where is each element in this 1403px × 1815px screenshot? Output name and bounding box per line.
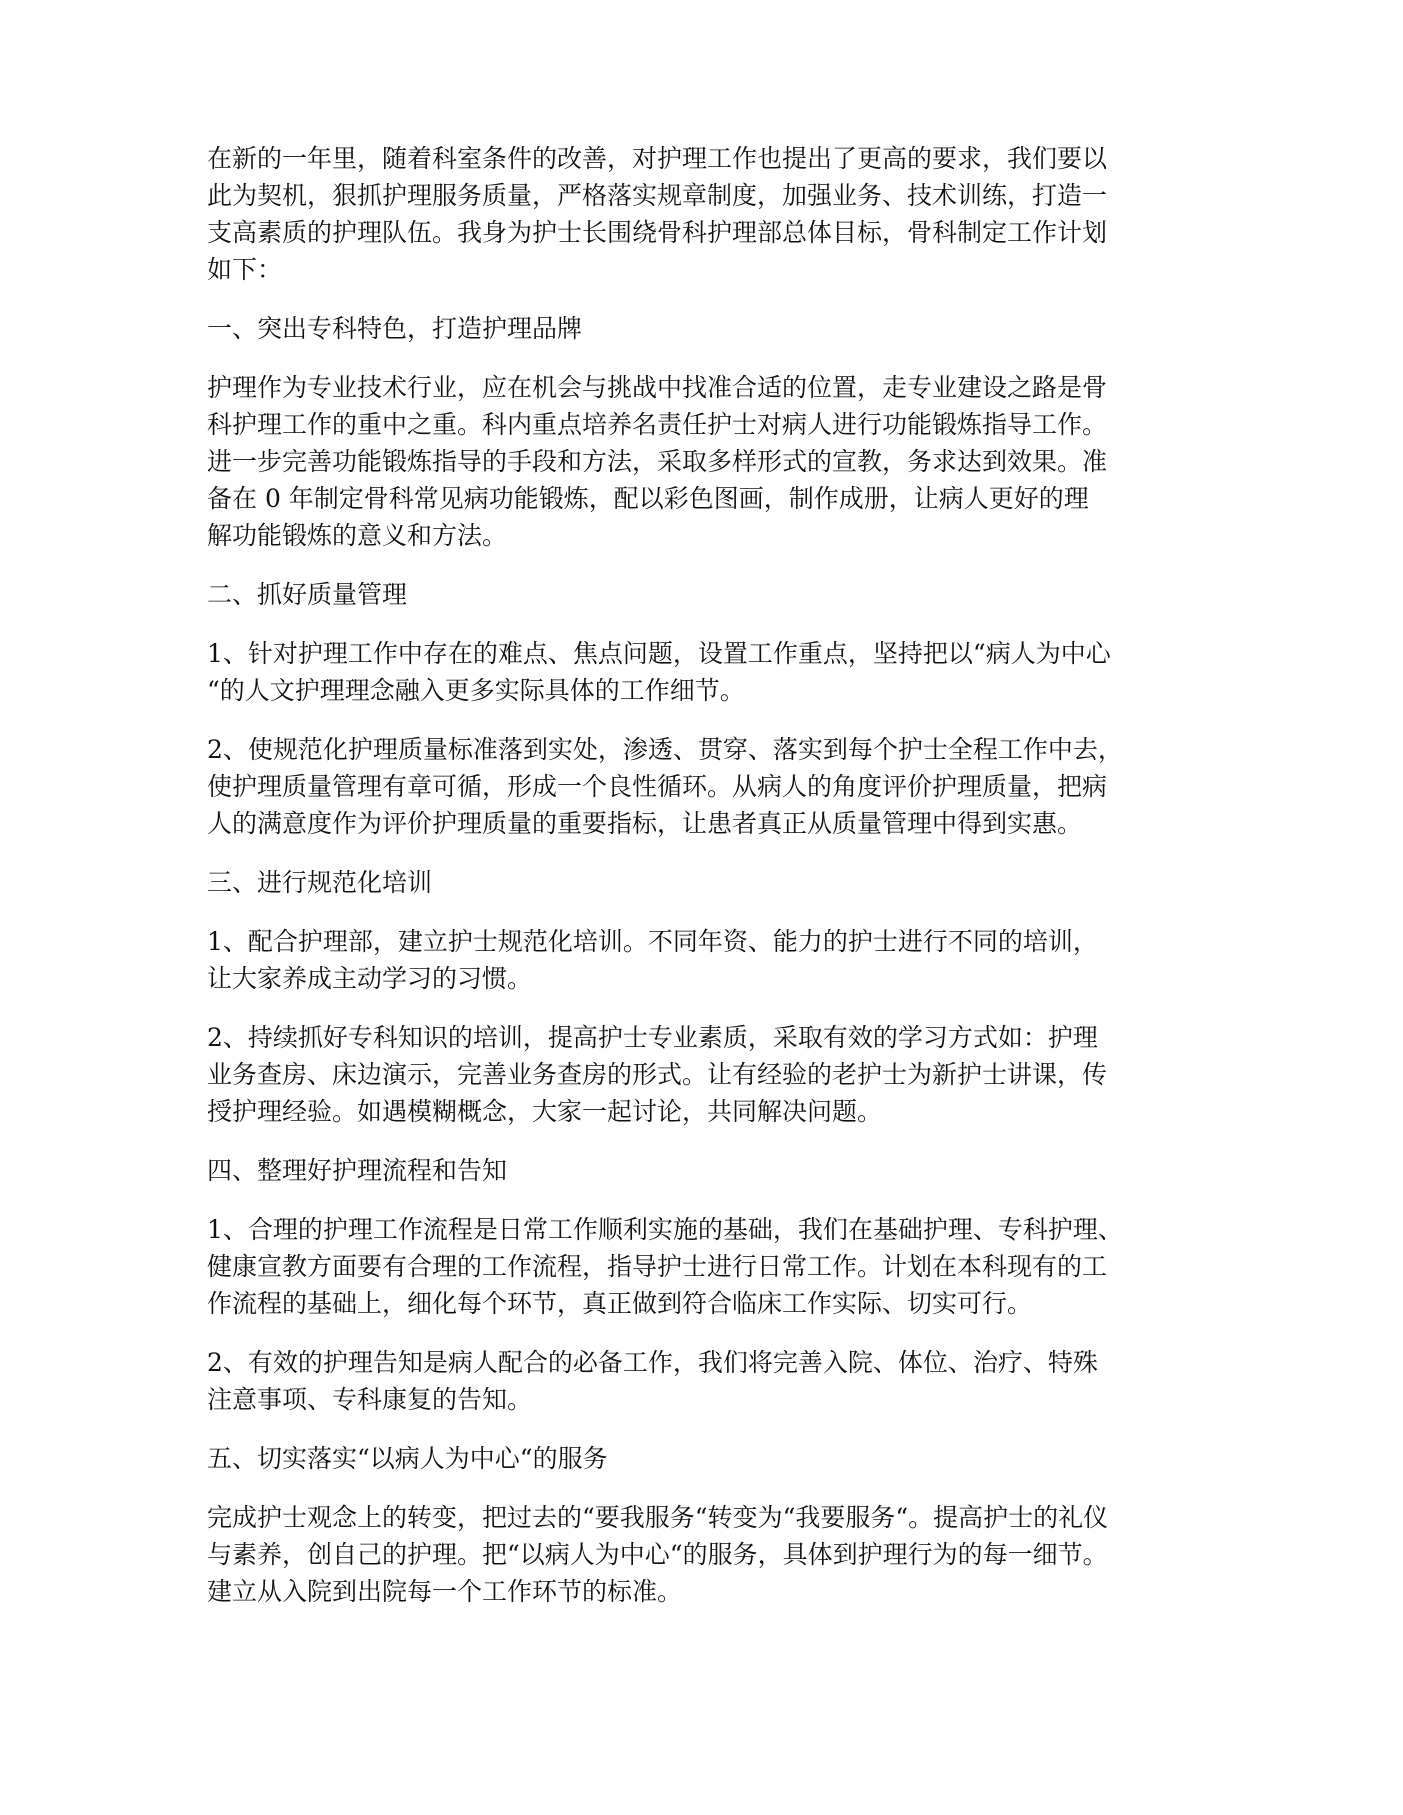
text-line: 进一步完善功能锻炼指导的手段和方法，采取多样形式的宣教，务求达到效果。准 xyxy=(207,447,1108,476)
text-line: 护理作为专业技术行业，应在机会与挑战中找准合适的位置，走专业建设之路是骨 xyxy=(207,373,1108,402)
text-line: 作流程的基础上，细化每个环节，真正做到符合临床工作实际、切实可行。 xyxy=(207,1289,1033,1318)
text-line: 2、有效的护理告知是病人配合的必备工作，我们将完善入院、体位、治疗、特殊 xyxy=(207,1348,1098,1377)
section-3-item-2 xyxy=(207,1019,1197,1130)
text-line: 支高素质的护理队伍。我身为护士长围绕骨科护理部总体目标，骨科制定工作计划 xyxy=(207,218,1108,247)
section-4-item-1 xyxy=(207,1211,1197,1322)
document-page xyxy=(207,140,1197,1632)
section-2-item-2 xyxy=(207,731,1197,842)
section-2-item-1 xyxy=(207,635,1197,709)
text-line: 人的满意度作为评价护理质量的重要指标，让患者真正从质量管理中得到实惠。 xyxy=(207,809,1083,838)
section-heading-2 xyxy=(207,576,1197,613)
text-line: 科护理工作的重中之重。科内重点培养名责任护士对病人进行功能锻炼指导工作。 xyxy=(207,410,1108,439)
text-line: 健康宣教方面要有合理的工作流程，指导护士进行日常工作。计划在本科现有的工 xyxy=(207,1252,1108,1281)
text-line: 完成护士观念上的转变，把过去的“要我服务“转变为“我要服务“。提高护士的礼仪 xyxy=(207,1503,1109,1532)
section-heading-4 xyxy=(207,1152,1197,1189)
text-line: 二、抓好质量管理 xyxy=(207,580,408,609)
text-line: 2、使规范化护理质量标准落到实处，渗透、贯穿、落实到每个护士全程工作中去， xyxy=(207,735,1123,764)
section-heading-1 xyxy=(207,310,1197,347)
text-line: 此为契机，狠抓护理服务质量，严格落实规章制度，加强业务、技术训练，打造一 xyxy=(207,181,1108,210)
text-line: 1、配合护理部，建立护士规范化培训。不同年资、能力的护士进行不同的培训， xyxy=(207,927,1098,956)
section-5-paragraph xyxy=(207,1499,1197,1610)
text-line: 业务查房、床边演示，完善业务查房的形式。让有经验的老护士为新护士讲课，传 xyxy=(207,1060,1108,1089)
text-line: 解功能锻炼的意义和方法。 xyxy=(207,521,508,550)
text-line: 让大家养成主动学习的习惯。 xyxy=(207,964,533,993)
text-line: 四、整理好护理流程和告知 xyxy=(207,1156,508,1185)
text-line: “的人文护理理念融入更多实际具体的工作细节。 xyxy=(207,676,745,705)
text-line: 使护理质量管理有章可循，形成一个良性循环。从病人的角度评价护理质量，把病 xyxy=(207,772,1108,801)
text-line: 注意事项、专科康复的告知。 xyxy=(207,1385,533,1414)
intro-paragraph xyxy=(207,140,1197,288)
text-line: 1、合理的护理工作流程是日常工作顺利实施的基础，我们在基础护理、专科护理、 xyxy=(207,1215,1123,1244)
section-1-paragraph xyxy=(207,369,1197,554)
section-3-item-1 xyxy=(207,923,1197,997)
section-4-item-2 xyxy=(207,1344,1197,1418)
text-line: 如下： xyxy=(207,255,283,284)
text-line: 授护理经验。如遇模糊概念，大家一起讨论，共同解决问题。 xyxy=(207,1097,883,1126)
text-line: 建立从入院到出院每一个工作环节的标准。 xyxy=(207,1577,683,1606)
text-line: 三、进行规范化培训 xyxy=(207,868,433,897)
text-line: 2、持续抓好专科知识的培训，提高护士专业素质，采取有效的学习方式如：护理 xyxy=(207,1023,1098,1052)
text-line: 一、突出专科特色，打造护理品牌 xyxy=(207,314,583,343)
text-line: 备在 0 年制定骨科常见病功能锻炼，配以彩色图画，制作成册，让病人更好的理 xyxy=(207,484,1089,513)
text-line: 五、切实落实“以病人为中心“的服务 xyxy=(207,1444,608,1473)
section-heading-5 xyxy=(207,1440,1197,1477)
text-line: 1、针对护理工作中存在的难点、焦点问题，设置工作重点，坚持把以“病人为中心 xyxy=(207,639,1111,668)
text-line: 在新的一年里，随着科室条件的改善，对护理工作也提出了更高的要求，我们要以 xyxy=(207,144,1108,173)
text-line: 与素养，创自己的护理。把“以病人为中心“的服务，具体到护理行为的每一细节。 xyxy=(207,1540,1108,1569)
section-heading-3 xyxy=(207,864,1197,901)
